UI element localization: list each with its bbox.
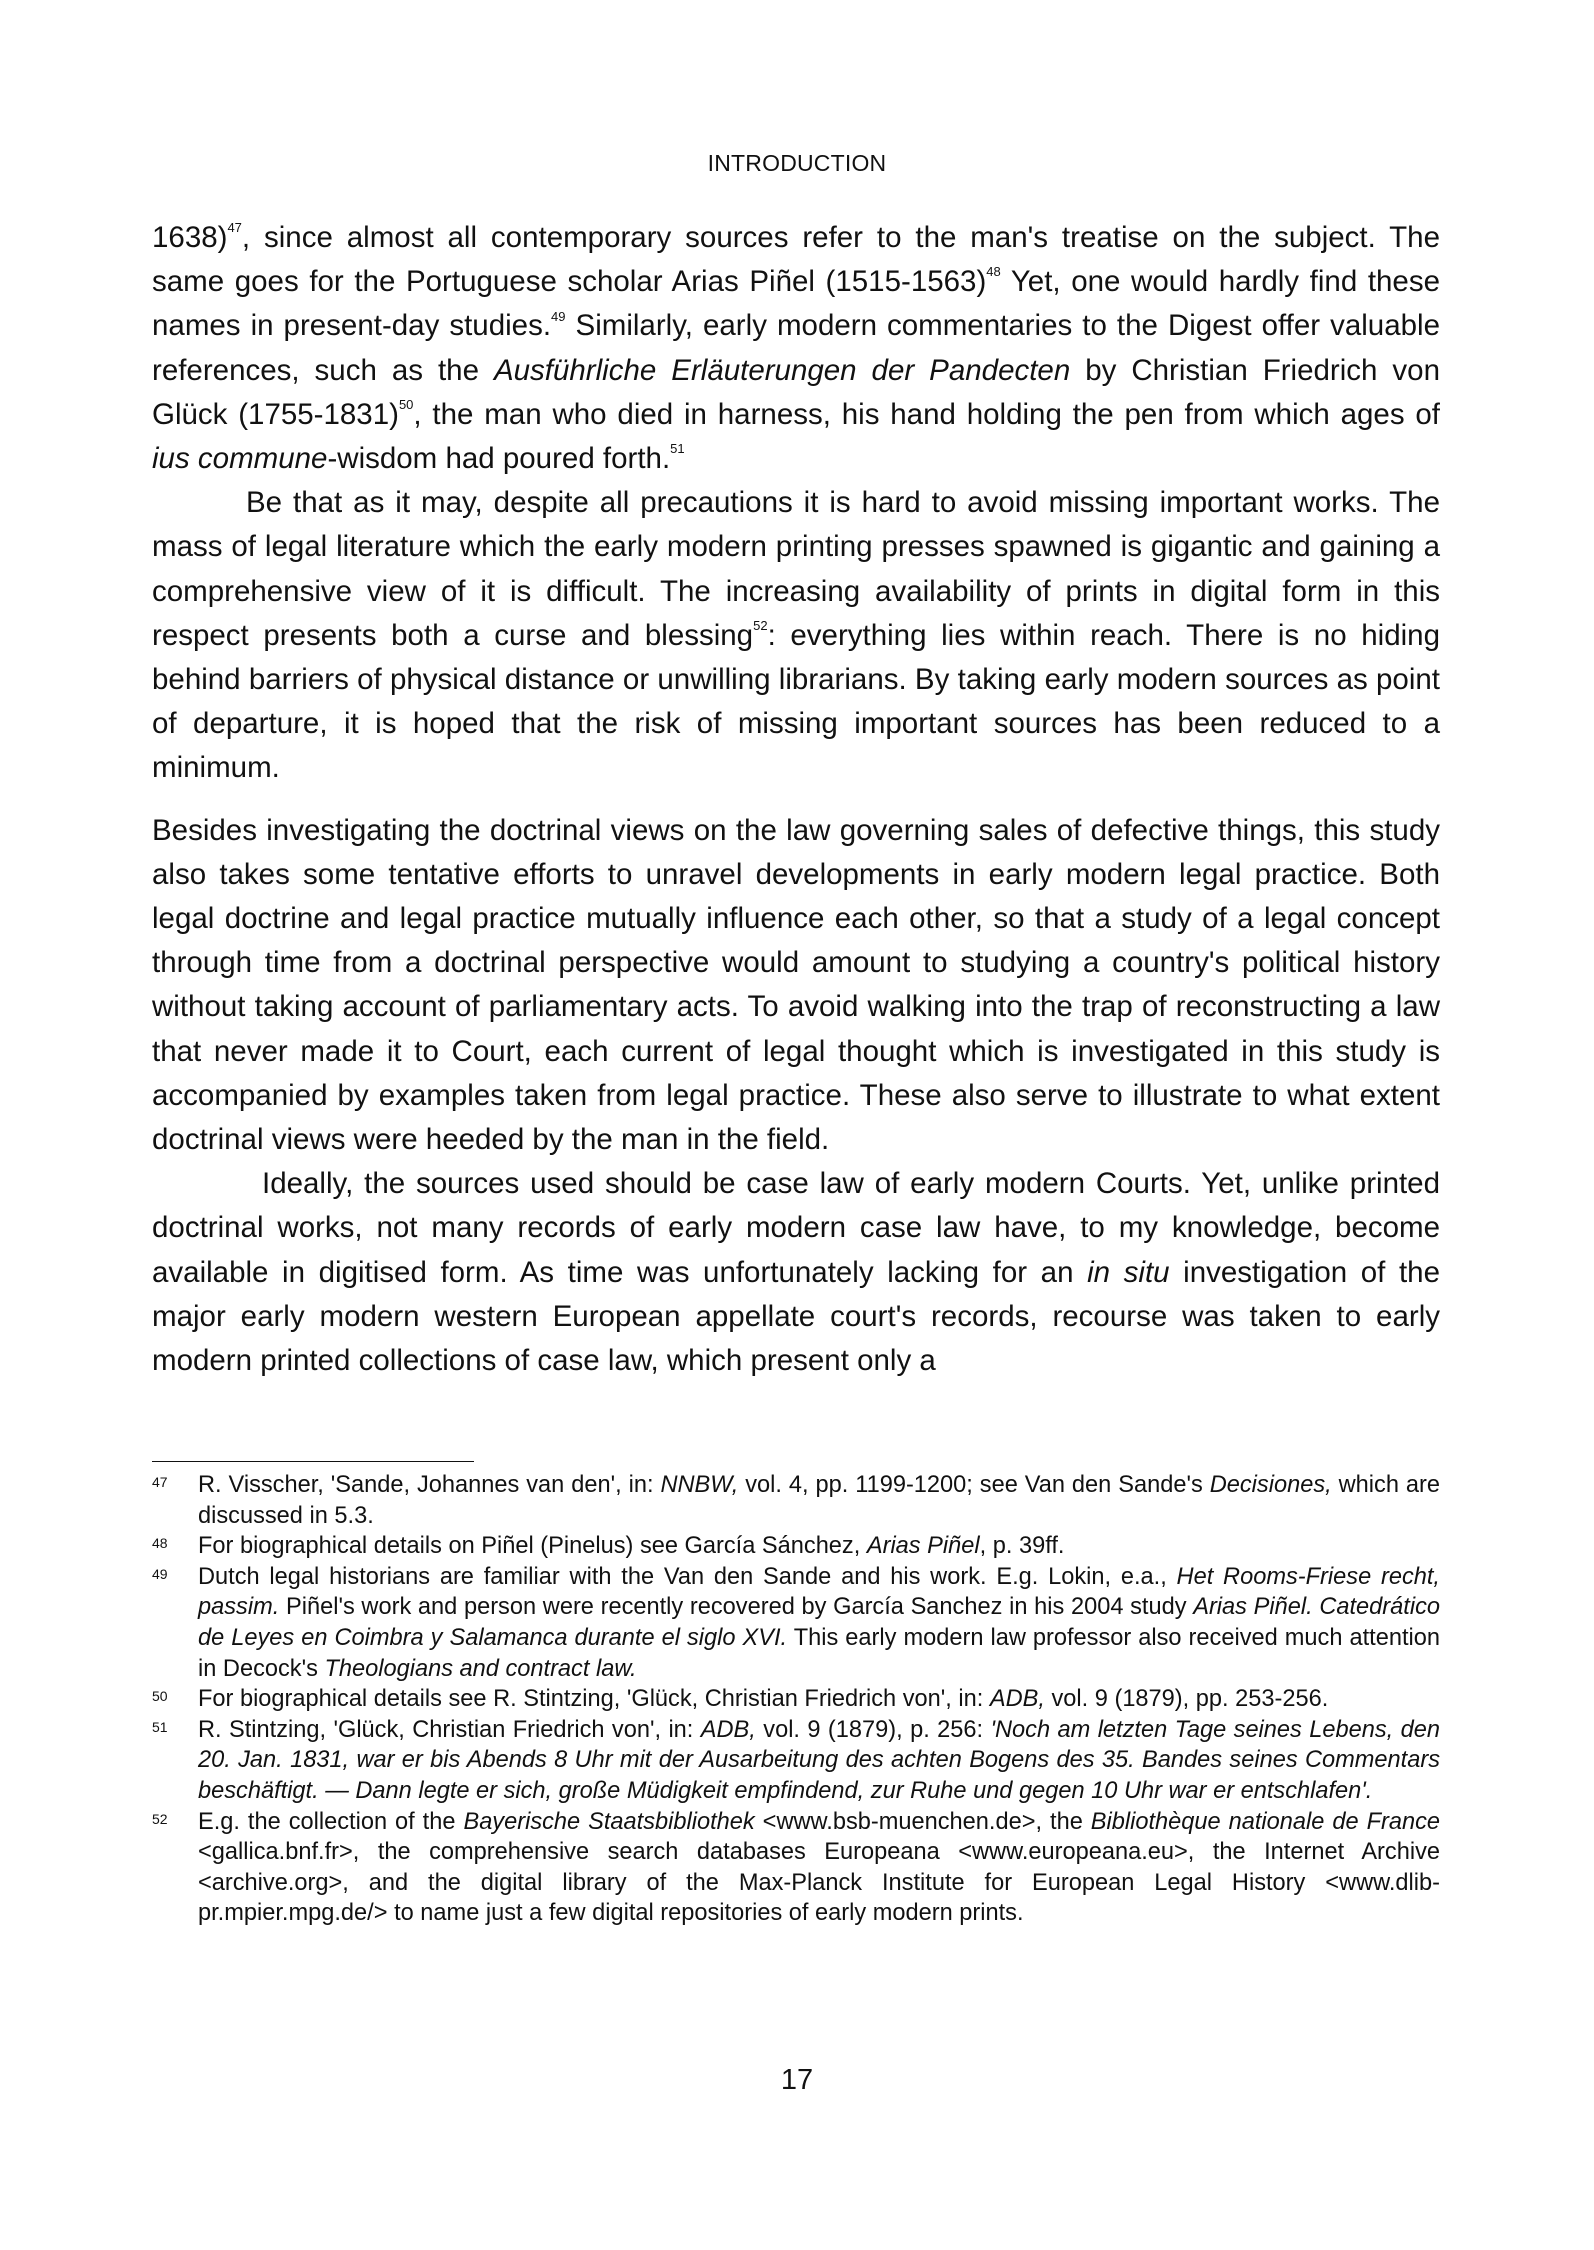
footnote-text: Dutch legal historians are familiar with the Van den Sande and his work. E.g. Lokin, e.a., Het Rooms-Friese recht, passim. Piñel's work and person were recently recovered by García Sanchez in his 2004 study Arias Piñel. Catedrático de Leyes en Coimbra y Salamanca durante el siglo XVI. This early modern law professor also received much attention in Decock's Theologians and contract law.	[198, 1563, 1440, 1682]
italic-text: ADB,	[700, 1716, 756, 1743]
footnote-52	[152, 1807, 1440, 1929]
body-paragraph-1: 1638)$^{47}$, since almost all contemporary sources refer to the man's treatise on the subject. The same goes for the Portuguese scholar Arias Piñel (1515-1563)$^{48}$ Yet, one would hardly find these names in present-day studies.$^{49}$ Similarly, early modern commentaries to the Digest offer valuable references, such as the Ausführliche Erläuterungen der Pandecten by Christian Friedrich von Glück (1755-1831)$^{50}$, the man who died in harness, his hand holding the pen from which ages of ius commune-wisdom had poured forth.$^{51}$	[152, 220, 1440, 476]
footnote-separator-rule	[152, 1461, 474, 1462]
footnote-49	[152, 1562, 1440, 1684]
footnote-number: 52	[152, 1810, 168, 1827]
footnote-reference[interactable]: 47	[227, 220, 242, 236]
footnotes-section	[152, 1470, 1440, 1929]
footnote-reference[interactable]: 51	[670, 441, 685, 457]
footnote-number: 51	[152, 1718, 168, 1735]
footnote-number: 47	[152, 1474, 168, 1490]
page-number: 17	[780, 2064, 814, 2096]
italic-text: 'Noch am letzten Tage seines Lebens, den 20. Jan. 1831, war er bis Abends 8 Uhr mit der Ausarbeitung des achten Bogens des 35. Bandes seines Commentars beschäftigt. — Dann legte er sich, große Müdigkeit empfindend, zur Ruhe und gegen 10 Uhr war er entschlafen'.	[198, 1716, 1440, 1804]
body-paragraph-2: Be that as it may, despite all precautions it is hard to avoid missing important works. The mass of legal literature which the early modern printing presses spawned is gigantic and gaining a comprehensive view of it is difficult. The increasing availability of prints in digital form in this respect presents both a curse and blessing$^{52}$: everything lies within reach. There is no hiding behind barriers of physical distance or unwilling librarians. By taking early modern sources as point of departure, it is hoped that the risk of missing important sources has been reduced to a minimum.	[152, 486, 1440, 785]
body-paragraph-3: Besides investigating the doctrinal views on the law governing sales of defective things, this study also takes some tentative efforts to unravel developments in early modern legal practice. Both legal doctrine and legal practice mutually influence each other, so that a study of a legal concept through time from a doctrinal perspective would amount to studying a country's political history without taking account of parliamentary acts. To avoid walking into the trap of reconstructing a law that never made it to Court, each current of legal thought which is investigated in this study is accompanied by examples taken from legal practice. These also serve to illustrate to what extent doctrinal views were heeded by the man in the field.	[152, 813, 1440, 1157]
footnote-text: For biographical details see R. Stintzing, 'Glück, Christian Friedrich von', in: ADB, vol. 9 (1879), pp. 253-256.	[198, 1686, 1329, 1713]
main-body-text	[152, 216, 1440, 1383]
footnote-number: 49	[152, 1565, 168, 1582]
italic-text: Theologians and contract law.	[324, 1655, 637, 1682]
italic-text: Het Rooms-Friese recht, passim.	[198, 1563, 1440, 1621]
italic-text: Bayerische Staatsbibliothek	[463, 1808, 755, 1835]
footnote-50	[152, 1684, 1440, 1715]
italic-text: Arias Piñel	[866, 1533, 980, 1560]
footnote-number: 48	[152, 1535, 168, 1552]
footnote-text: R. Visscher, 'Sande, Johannes van den', in: NNBW, vol. 4, pp. 1199-1200; see Van den Sande's Decisiones, which are discussed in 5.3.	[198, 1472, 1440, 1529]
italic-text: ius commune	[152, 442, 328, 476]
italic-text: Decisiones,	[1209, 1472, 1332, 1498]
footnote-48	[152, 1531, 1440, 1562]
italic-text: in situ	[1087, 1255, 1170, 1289]
footnote-reference[interactable]: 50	[398, 396, 414, 412]
italic-text: Bibliothèque nationale de France	[1090, 1808, 1440, 1835]
footnote-reference[interactable]: 49	[551, 308, 566, 324]
footnote-text: R. Stintzing, 'Glück, Christian Friedrich von', in: ADB, vol. 9 (1879), p. 256: 'Noch am letzten Tage seines Lebens, den 20. Jan. 1831, war er bis Abends 8 Uhr mit der Ausarbeitung des achten Bogens des 35. Bandes seines Commentars beschäftigt. — Dann legte er sich, große Müdigkeit empfindend, zur Ruhe und gegen 10 Uhr war er entschlafen'.	[198, 1716, 1440, 1804]
italic-text: Ausführliche Erläuterungen der Pandecten	[493, 353, 1071, 387]
footnote-47	[152, 1470, 1440, 1531]
italic-text: Arias Piñel. Catedrático de Leyes en Coimbra y Salamanca durante el siglo XVI.	[198, 1594, 1440, 1651]
footnote-text: For biographical details on Piñel (Pinelus) see García Sánchez, Arias Piñel, p. 39ff.	[198, 1533, 1065, 1560]
footnote-number: 50	[152, 1688, 168, 1705]
body-paragraph-4: Ideally, the sources used should be case law of early modern Courts. Yet, unlike printed doctrinal works, not many records of early modern case law have, to my knowledge, become available in digitised form. As time was unfortunately lacking for an in situ investigation of the major early modern western European appellate court's records, recourse was taken to early modern printed collections of case law, which present only a	[152, 1167, 1440, 1378]
footnote-text: E.g. the collection of the Bayerische Staatsbibliothek <www.bsb-muenchen.de>, the Bibliothèque nationale de France <gallica.bnf.fr>, the comprehensive search databases Europeana <www.europeana.eu>, the Internet Archive <archive.org>, and the digital library of the Max-Planck Institute for European Legal History <www.dlib-pr.mpier.mpg.de/> to name just a few digital repositories of early modern prints.	[198, 1808, 1440, 1927]
running-header: INTRODUCTION	[707, 150, 887, 176]
italic-text: NNBW,	[660, 1472, 739, 1498]
footnote-reference[interactable]: 48	[986, 264, 1001, 280]
footnote-51	[152, 1715, 1440, 1807]
footnote-reference[interactable]: 52	[753, 618, 768, 633]
italic-text: ADB,	[989, 1686, 1045, 1713]
